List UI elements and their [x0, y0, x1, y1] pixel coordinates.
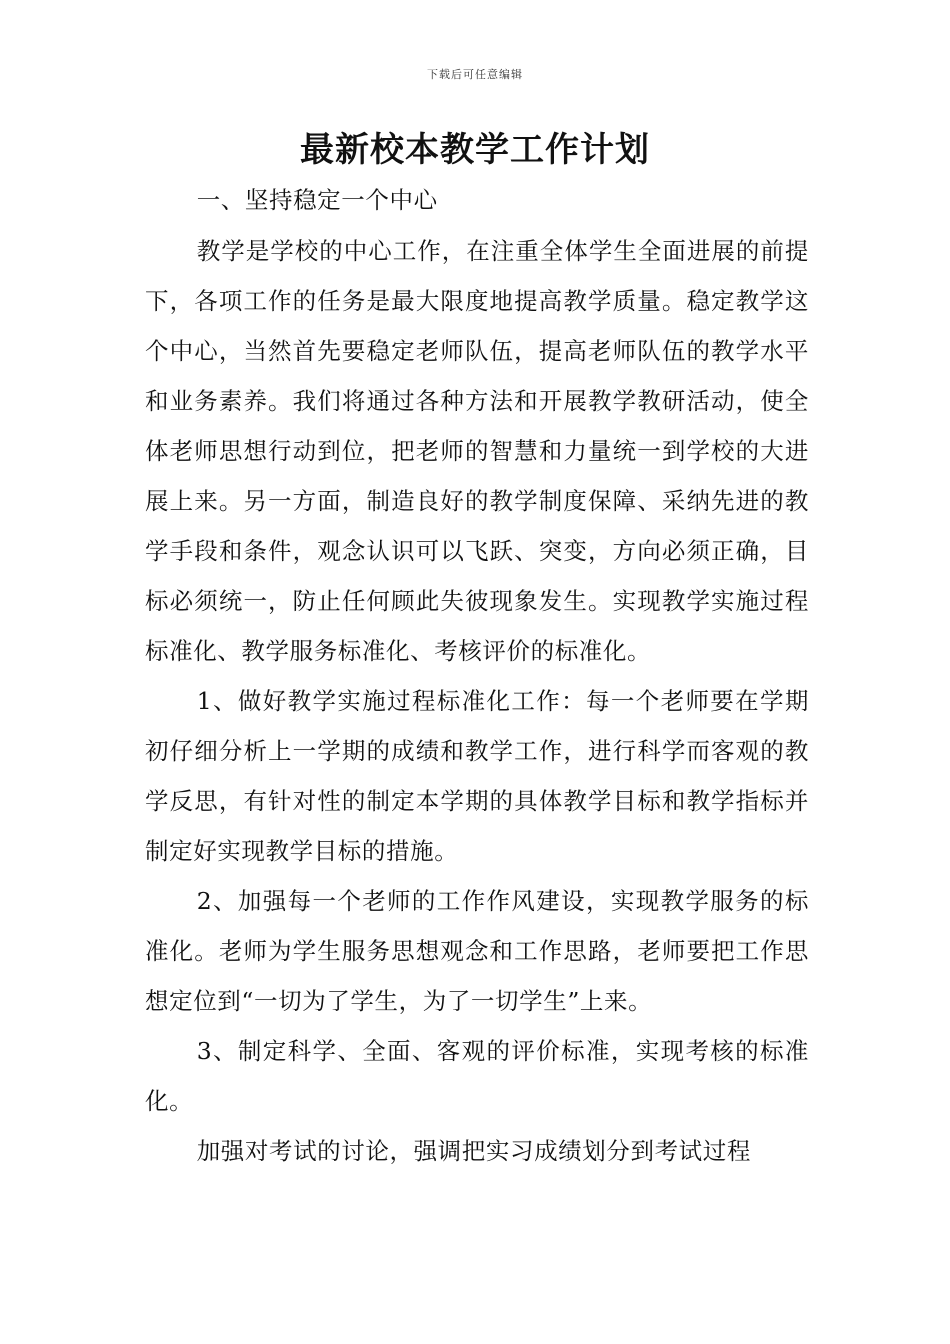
- document-body: [145, 180, 809, 1176]
- document-title: 最新校本教学工作计划: [300, 130, 650, 170]
- paragraph: 3、制定科学、全面、客观的评价标准，实现考核的标准化。: [145, 1037, 809, 1115]
- header-note: 下载后可任意编辑: [427, 68, 523, 81]
- paragraph: 教学是学校的中心工作，在注重全体学生全面进展的前提下，各项工作的任务是最大限度地提高教学质量。稳定教学这个中心，当然首先要稳定老师队伍，提高老师队伍的教学水平和业务素养。我们将通过各种方法和开展教学教研活动，使全体老师思想行动到位，把老师的智慧和力量统一到学校的大进展上来。另一方面，制造良好的教学制度保障、采纳先进的教学手段和条件，观念认识可以飞跃、突变，方向必须正确，目标必须统一，防止任何顾此失彼现象发生。实现教学实施过程标准化、教学服务标准化、考核评价的标准化。: [145, 237, 809, 665]
- paragraph: 加强对考试的讨论，强调把实习成绩划分到考试过程: [196, 1137, 751, 1165]
- paragraph: 1、做好教学实施过程标准化工作：每一个老师要在学期初仔细分析上一学期的成绩和教学工作，进行科学而客观的教学反思，有针对性的制定本学期的具体教学目标和教学指标并制定好实现教学目标的措施。: [145, 687, 809, 865]
- paragraph: 2、加强每一个老师的工作作风建设，实现教学服务的标准化。老师为学生服务思想观念和工作思路，老师要把工作思想定位到“一切为了学生，为了一切学生”上来。: [145, 887, 809, 1015]
- section-heading: 一、坚持稳定一个中心: [196, 186, 438, 214]
